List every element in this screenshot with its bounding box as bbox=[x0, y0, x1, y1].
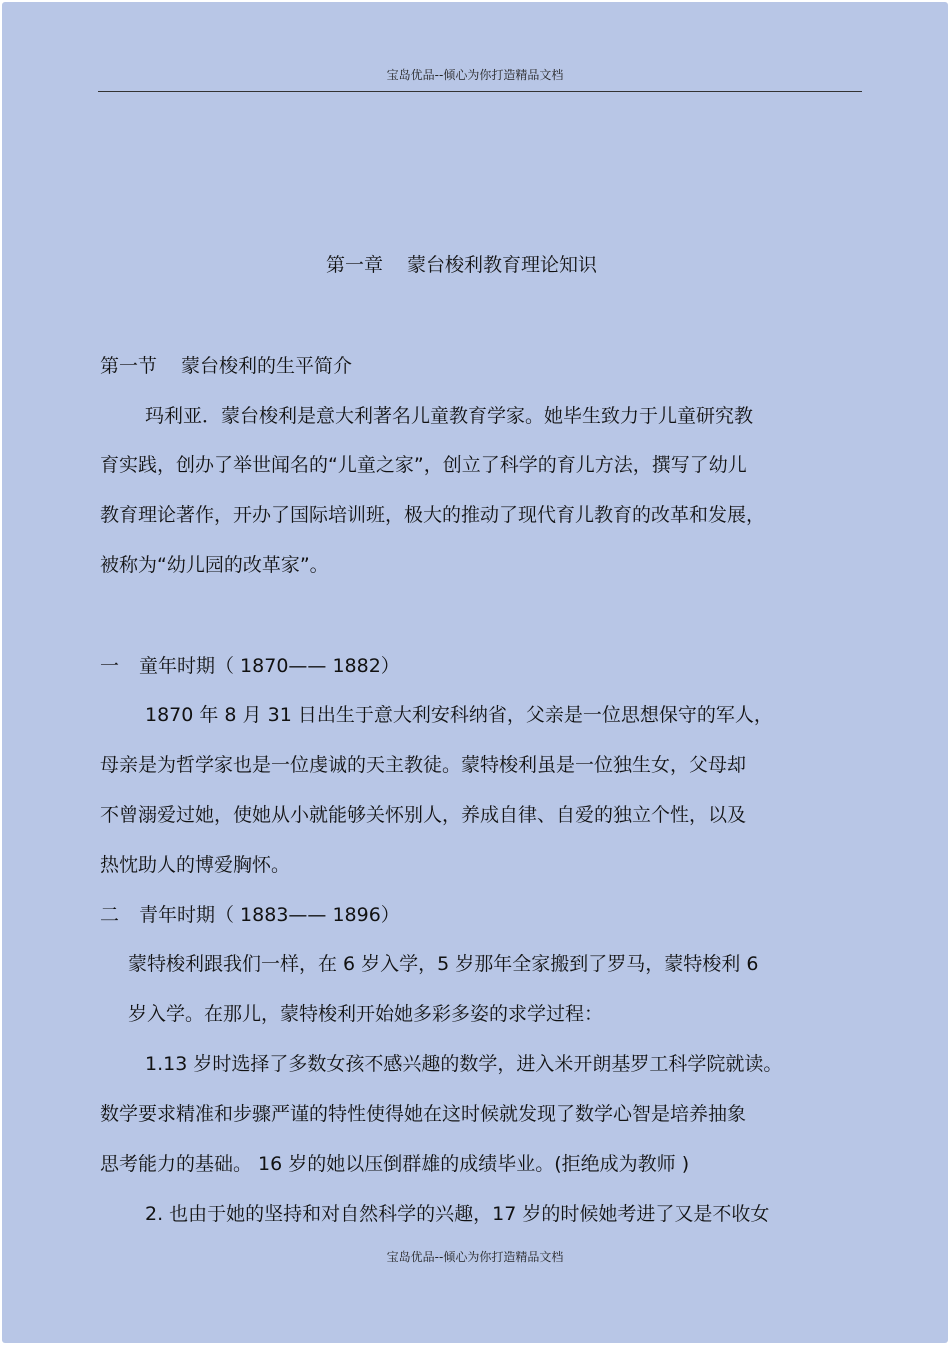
body-line: 岁入学。在那儿，蒙特梭利开始她多彩多姿的求学过程： bbox=[128, 1003, 604, 1025]
section-heading bbox=[100, 354, 352, 378]
header-rule bbox=[98, 91, 862, 92]
period-title: 青年时期（ 1883—— 1896） bbox=[139, 904, 400, 926]
period-title: 童年时期（ 1870—— 1882） bbox=[139, 655, 400, 677]
body-line: 2. 也由于她的坚持和对自然科学的兴趣，17 岁的时候她考进了又是不收女 bbox=[145, 1203, 770, 1225]
intro-line: 教育理论著作，开办了国际培训班，极大的推动了现代育儿教育的改革和发展， bbox=[100, 504, 766, 526]
period-number: 二 bbox=[100, 904, 120, 926]
period-heading bbox=[100, 903, 400, 927]
section-title: 蒙台梭利的生平简介 bbox=[181, 355, 353, 377]
period-heading bbox=[100, 654, 400, 678]
body-line: 蒙特梭利跟我们一样，在 6 岁入学，5 岁那年全家搬到了罗马，蒙特梭利 6 bbox=[128, 953, 759, 975]
chapter-name: 蒙台梭利教育理论知识 bbox=[407, 254, 598, 276]
page-header: 宝岛优品--倾心为你打造精品文档 bbox=[386, 68, 564, 82]
page-footer: 宝岛优品--倾心为你打造精品文档 bbox=[386, 1250, 564, 1264]
chapter-number: 第一章 bbox=[326, 254, 384, 276]
intro-line: 育实践，创办了举世闻名的“儿童之家”，创立了科学的育儿方法，撰写了幼儿 bbox=[100, 454, 747, 476]
body-line: 母亲是为哲学家也是一位虔诚的天主教徒。蒙特梭利虽是一位独生女，父母却 bbox=[100, 754, 747, 776]
body-line: 数学要求精准和步骤严谨的特性使得她在这时候就发现了数学心智是培养抽象 bbox=[100, 1103, 747, 1125]
body-line: 思考能力的基础。 16 岁的她以压倒群雄的成绩毕业。(拒绝成为教师 ) bbox=[100, 1153, 690, 1175]
body-line: 1.13 岁时选择了多数女孩不感兴趣的数学，进入米开朗基罗工科学院就读。 bbox=[145, 1053, 783, 1075]
intro-line: 玛利亚．蒙台梭利是意大利著名儿童教育学家。她毕生致力于儿童研究教 bbox=[145, 405, 754, 427]
body-line: 不曾溺爱过她，使她从小就能够关怀别人，养成自律、自爱的独立个性，以及 bbox=[100, 804, 747, 826]
body-line: 热忱助人的博爱胸怀。 bbox=[100, 854, 291, 876]
body-line: 1870 年 8 月 31 日出生于意大利安科纳省，父亲是一位思想保守的军人， bbox=[145, 704, 773, 726]
section-number: 第一节 bbox=[100, 355, 158, 377]
period-number: 一 bbox=[100, 655, 120, 677]
chapter-title bbox=[326, 253, 597, 277]
intro-line: 被称为“幼儿园的改革家”。 bbox=[100, 554, 329, 576]
